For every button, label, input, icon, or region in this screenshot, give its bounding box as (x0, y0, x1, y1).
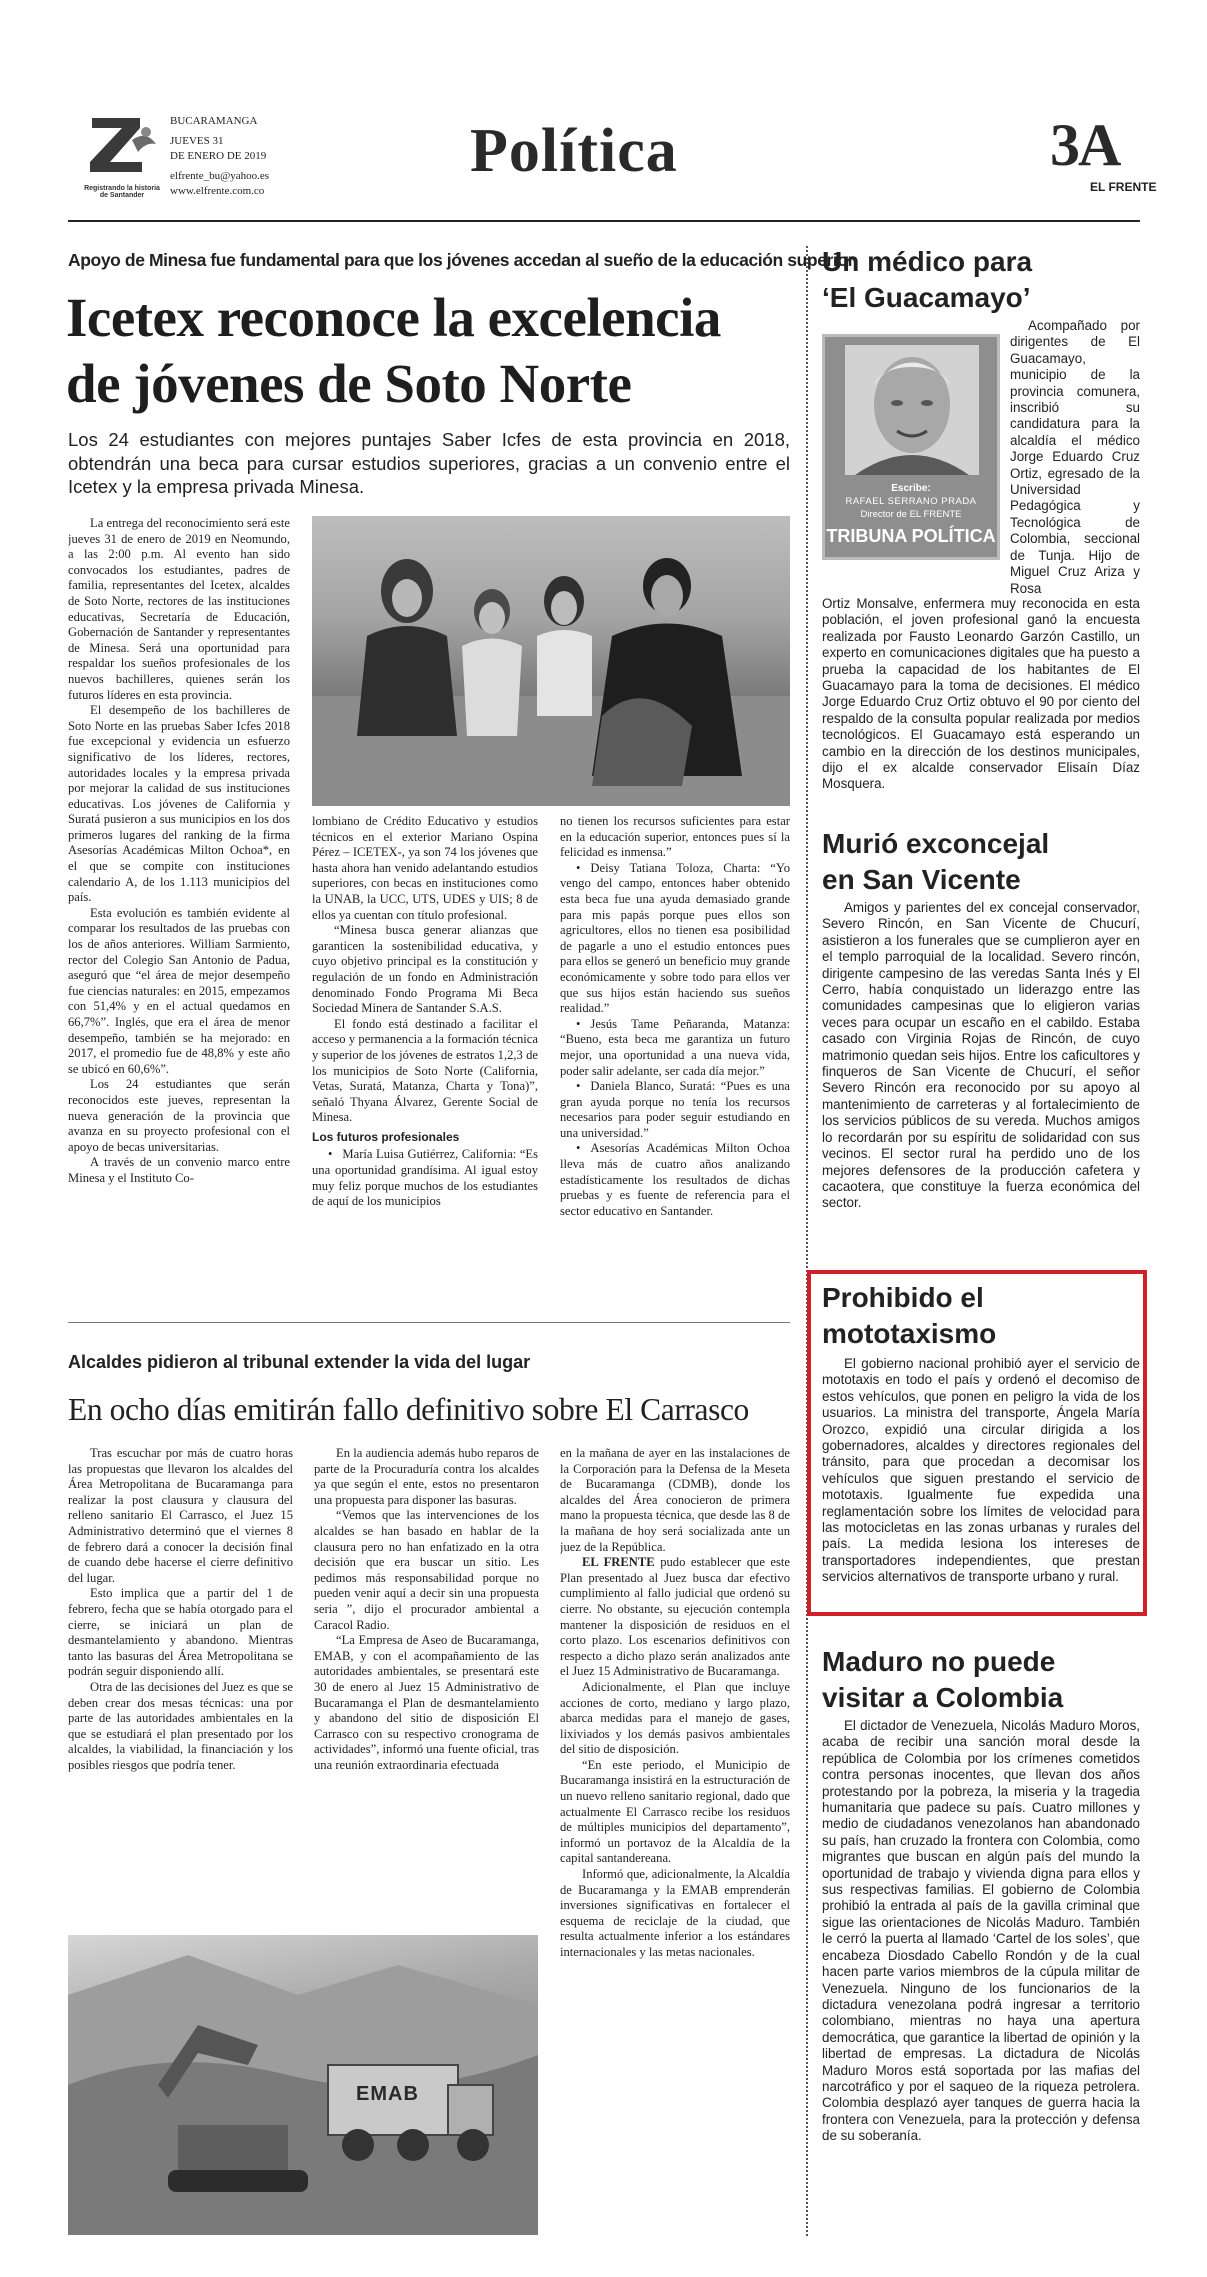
lead-column-1 (68, 516, 290, 1296)
second-paragraph: Adicionalmente, el Plan que incluye acciones de corto, mediano y largo plazo, abarca medidas para el manejo de gases, lixiviados y los demás pasivos ambientales del sitio de disposición. (560, 1679, 790, 1757)
story-divider (68, 1322, 790, 1323)
second-paragraph: “En este periodo, el Municipio de Bucaramanga insistirá en la estructuración de un nuevo relleno sanitario regional, dado que actualmente El Carrasco recibe los residuos de múltiples municipios del departamento”, informó un portavoz de la Alcaldía de la capital santandereana. (560, 1757, 790, 1866)
landfill-photo (68, 1935, 538, 2235)
quote-bullet: • Daniela Blanco, Suratá: “Pues es una gran ayuda porque no tenía los recursos necesarios para poder seguir estudiando en una universidad.” (560, 1079, 790, 1141)
lead-paragraph: “Minesa busca generar alianzas que garanticen la sostenibilidad educativa, y cuyo objetivo principal es la constitución y regulación de un fondo en Administración denominado Fondo Programa Mi Beca Sociedad Minera de Santander S.A.S. (312, 923, 538, 1016)
logo-emblem-icon (82, 110, 162, 182)
item2-title-line-1: Murió exconcejal (822, 828, 1050, 859)
lead-subhead: Los futuros profesionales (312, 1129, 460, 1144)
sidebar-column-title-line-1: Un médico para (822, 246, 1033, 277)
author-role: Director de EL FRENTE (860, 509, 962, 520)
second-column-3 (560, 1446, 790, 2246)
author-portrait-illustration (845, 345, 979, 475)
truck-label: EMAB (356, 2083, 419, 2105)
lead-headline-line-1: Icetex reconoce la excelencia (66, 287, 721, 348)
writes-label: Escribe: (891, 483, 931, 494)
author-name: RAFAEL SERRANO PRADA (845, 496, 977, 507)
sidebar-column-title (822, 244, 1140, 316)
lead-paragraph: La entrega del reconocimiento será este jueves 31 de enero de 2019 en Neomundo, a las 2:00 p.m. Al evento han sido convocados los estudiantes, padres de familia, representantes del Icetex, alcaldes de Soto Norte, rectores de las instituciones educativas, Secretaría de Educación, Gobernación de Santander y representantes de Minesa. Será una oportunidad para respaldar los sueños profesionales de los nuevos bachilleres, quienes serán los futuros líderes en esta provincia. (68, 516, 290, 702)
second-paragraph-text: pudo establecer que este Plan presentado al Juez busca dar efectivo cumplimiento al fallo judicial que ordenó su cierre. No obstante, su ejecución contempla mantener la disposición de residuos en el corto plazo. Los escenarios definitivos con respecto a dicho plazo serán analizados ante el Juez 15 Administrativo de Bucaramanga. (560, 1555, 790, 1679)
item4-title-line-1: Maduro no puede (822, 1646, 1056, 1677)
item4-title-line-2: visitar a Colombia (822, 1682, 1064, 1713)
lead-column-3 (560, 814, 790, 1296)
page-number: 3A (1050, 112, 1120, 178)
landfill-photo-illustration (68, 1935, 538, 2235)
column-text-wrap: Acompañado por dirigentes de El Guacamayo, municipio de la provincia comunera, inscribió su candidatura para la alcaldía el médico Jorge Eduardo Cruz Ortiz, egresado de la Universidad Pedagógica y Tecnológica de Colombia, seccional de Tunja. Hijo de Miguel Cruz Ariza y Rosa (1010, 318, 1140, 596)
quote-bullet: • Asesorías Académicas Milton Ochoa lleva más de cuatro años analizando estadísticamente los resultados de dichas pruebas y es fuente de referencia para el sector educativo en Santander. (560, 1141, 790, 1219)
author-box (822, 334, 1000, 560)
masthead-rule (68, 220, 1140, 222)
lead-paragraph: El desempeño de los bachilleres de Soto Norte en las pruebas Saber Icfes 2018 fue excepcional y evidencia un esfuerzo significativo de los líderes, rectores, autoridades locales y la empresa privada por mejorar la calidad de sus instituciones educativas. Los jóvenes de California y Suratá pusieron a sus municipios en los dos primeros lugares del ranking de la firma Asesorías Académicas Milton Ochoa*, en el que se compite con instituciones calendario A, de los 1.113 municipios del país. (68, 703, 290, 905)
lead-paragraph: Los 24 estudiantes que serán reconocidos este jueves, representan la nueva generación de la provincia que avanza en su proyecto profesional con el apoyo de becas universitarias. (68, 1077, 290, 1154)
column-divider (806, 246, 808, 2236)
students-photo-illustration (312, 516, 790, 806)
second-kicker: Alcaldes pidieron al tribunal extender la vida del lugar (68, 1352, 531, 1372)
dateline-block (170, 114, 269, 199)
newspaper-logo (82, 110, 162, 202)
item4-text: El dictador de Venezuela, Nicolás Maduro Moros, acaba de recibir una sanción moral desde la república de Colombia por los crímenes cometidos contra personas inocentes, que llevan dos años protestando por la pobreza, la miseria y la tragedia humanitaria que padece su país. Cuatro millones y medio de ciudadanos venezolanos han abandonado su país, han cruzado la frontera con Colombia, como migrantes que buscan en algún país del mundo la oportunidad de trabajo y vivienda digna para ellos y sus respectivas familias. El gobierno de Colombia prohibió la entrada al país de la gavilla criminal que sigue las orientaciones de Nicolás Maduro. También le cerró la puerta al llamado ‘Cartel de los soles’, que encabeza Diosdado Cabello Rondón y de la cual hacen parte varios miembros de la cúpula militar de Venezuela. Ninguno de los funcionarios de la dictadura venezolana podrá ingresar a territorio colombiano, mientras no haya una apertura democrática, que garantice la libertad de opinión y la libertad de empresas. La dictadura de Nicolás Maduro Moros está soportada por las mafias del narcotráfico y por el saqueo de la riqueza petrolera. Colombia desplazó ayer tanques de guerra hacia la frontera con Venezuela, para la protección y defensa de su soberanía. (822, 1718, 1140, 2144)
lead-headline-line-2: de jóvenes de Soto Norte (66, 353, 632, 414)
item3-text: El gobierno nacional prohibió ayer el servicio de mototaxis en todo el país y ordenó el decomiso de estos vehículos, que ponen en peligro la vida de los usuarios. La ministra del transporte, Ángela María Orozco, expidió una circular dirigida a los gobernadores, alcaldes y directores regionales del tránsito, para que procedan a decomisar los vehículos que siguen prestando el servicio de mototaxis. Igualmente fue expedida una reglamentación sobre los límites de velocidad para las motocicletas en las zonas urbanas y rurales del país. La medida lesiona los intereses de transportadores independientes, que prestan servicios alternativos de transporte urbano y rural. (822, 1356, 1140, 1585)
column-name: TRIBUNA POLÍTICA (826, 526, 996, 546)
lead-kicker: Apoyo de Minesa fue fundamental para que los jóvenes accedan al sueño de la educación superior (68, 250, 855, 270)
second-paragraph: Informó que, adicionalmente, la Alcaldía de Bucaramanga y la EMAB emprenderán inversiones significativas en fortalecer el esquema de reciclaje de la ciudad, que resulta actualmente inferior a los estándares internacionales y las metas nacionales. (560, 1867, 790, 1959)
author-photo (845, 345, 979, 475)
second-headline: En ocho días emitirán fallo definitivo sobre El Carrasco (68, 1392, 749, 1427)
second-paragraph: en la mañana de ayer en las instalaciones de la Corporación para la Defensa de la Meseta de Bucaramanga (CDMB), donde los alcaldes del Área conocieron de primera mano la propuesta técnica, que desde las 8 de la mañana de hoy será socializada ante un juez de la República. (560, 1446, 790, 1554)
lead-column-2 (312, 814, 538, 1296)
quote-bullet: • Jesús Tame Peñaranda, Matanza: “Bueno, esta beca me garantiza un futuro mejor, una oportunidad a una nueva vida, poder salir adelante, ser cada día mejor.” (560, 1017, 790, 1079)
lead-paragraph: A través de un convenio marco entre Minesa y el Instituto Co- (68, 1155, 290, 1185)
lead-paragraph: lombiano de Crédito Educativo y estudios técnicos en el exterior Mariano Ospina Pérez – ICETEX-, ya son 74 los jóvenes que hasta ahora han venido adelantando estudios superiores, con becas en instituciones como la UNAB, la UCC, UTS, UDES y UIS; 8 de ellos ya cuentan con título profesional. (312, 814, 538, 922)
sidebar-column-title-line-2: ‘El Guacamayo’ (822, 282, 1031, 313)
date-day: JUEVES 31 (170, 135, 224, 147)
item2-title-line-2: en San Vicente (822, 864, 1021, 895)
quote-bullet: • Deisy Tatiana Toloza, Charta: “Yo vengo del campo, entonces haber obtenido esta beca fue una ayuda demasiado grande para mis papás porque pues ellos son agricultores, ellos no tienen esa posibilidad de pagarle a uno el estudio entonces pues para ellos se generó un beneficio muy grande económicamente y sobre todo para ellos ver que sus hijos están haciendo sus sueños realidad.” (560, 861, 790, 1017)
section-title: Política (470, 117, 678, 185)
second-paragraph: “Vemos que las intervenciones de los alcaldes se han basado en hablar de la clausura pero no han enfatizado en la otra decisión que era buscar un sitio. Les pedimos más responsabilidad porque no pueden venir aquí a decir sin una propuesta seria ”, dijo el procurador ambiental a Caracol Radio. (314, 1508, 539, 1632)
logo-tagline-1: Registrando la historia (84, 185, 160, 192)
second-paragraph: Tras escuchar por más de cuatro horas las propuestas que llevaron los alcaldes del Área Metropolitana de Bucaramanga para realizar la post clausura y clausura del relleno sanitario El Carrasco, el Juez 15 Administrativo determinó que el viernes 8 de febrero dará a conocer la decisión final de cuando debe hacerse el cierre definitivo del lugar. (68, 1446, 293, 1585)
second-paragraph: Esto implica que a partir del 1 de febrero, fecha que se había otorgado para el cierre, se iniciará un plan de desmantelamiento y abandono. Mientras tanto las basuras del Área Metropolitana se podrán seguir disponiendo allí. (68, 1586, 293, 1679)
date-month-year: DE ENERO DE 2019 (170, 150, 267, 162)
second-column-2 (314, 1446, 539, 1924)
item4-title (822, 1644, 1140, 1716)
paper-name-lead: EL FRENTE (582, 1555, 655, 1570)
item3-title (822, 1280, 1140, 1352)
second-paragraph: “La Empresa de Aseo de Bucaramanga, EMAB, y con el acompañamiento de las autoridades ambientales, se presentará este 30 de enero al Juez 15 Administrativo de Bucaramanga el Plan de desmantelamiento y abandono del sitio de disposición El Carrasco con su respectivo cronograma de actividades”, informó una fuente oficial, tras una reunión extraordinaria efectuada (314, 1633, 539, 1772)
lead-deck: Los 24 estudiantes con mejores puntajes Saber Icfes de esta provincia en 2018, obtendrán una beca para cursar estudios superiores, gracias a un convenio entre el Icetex y la empresa privada Minesa. (68, 429, 790, 497)
item3-title-line-2: mototaxismo (822, 1318, 997, 1349)
masthead (0, 0, 1207, 225)
contact-email: elfrente_bu@yahoo.es (170, 170, 270, 182)
column-text: Ortiz Monsalve, enfermera muy reconocida en esta población, el joven profesional ganó la encuesta realizada por Fausto Leonardo Garzón Castillo, un experto en comunicaciones digitales que ha puesto a prueba la capacidad de los habitantes de El Guacamayo para la toma de decisiones. El médico Jorge Eduardo Cruz Ortiz obtuvo el 90 por ciento del respaldo de la consulta popular realizada por medios tecnológicos. El Guacamayo está esperando un cambio en la dirección de los destinos municipales, dijo el ex alcalde conservador Elisaín Díaz Mosquera. (822, 596, 1140, 792)
logo-tagline-2: de Santander (99, 192, 145, 199)
lead-paragraph: El fondo está destinado a facilitar el acceso y permanencia a la formación técnica y superior de los jóvenes de estratos 1,2,3 de los municipios de Soto Norte (California, Vetas, Suratá, Matanza, Charta y Tona)”, señaló Thyana Álvarez, Gerente Social de Minesa. (312, 1016, 538, 1125)
item2-text: Amigos y parientes del ex concejal conservador, Severo Rincón, en San Vicente de Chucurí, asistieron a los funerales que se cumplieron ayer en el templo parroquial de la localidad. Severo rincón, dirigente campesino de las veredas Santa Inés y El Cerro, había conquistado un liderazgo entre las comunidades campesinas que lo eligieron varias veces para ocupar un escaño en el cabildo. Estaba casado con Virginia Rojas de Rincón, de cuyo matrimonio quedan seis hijos. Entre los caficultores y finqueros de San Vicente de Chucurí, el señor Severo Rincón era reconocido por su apoyo al mantenimiento de carreteras y al fortalecimiento de los servicios públicos de su vereda. Muchos amigos lo recordarán por su espíritu de solidaridad con sus vecinos. El sector rural ha perdido uno de los mejores defensores de la producción cafetera y cacaotera, que constituye la fuerza económica del sector. (822, 900, 1140, 1211)
second-paragraph: En la audiencia además hubo reparos de parte de la Procuraduría contra los alcaldes ya que según el ente, estos no presentaron una propuesta para disponer las basuras. (314, 1446, 539, 1507)
city: BUCARAMANGA (170, 115, 258, 127)
item2-title (822, 826, 1140, 898)
contact-website: www.elfrente.com.co (170, 185, 265, 197)
second-paragraph: Otra de las decisiones del Juez es que se deben crear dos mesas técnicas: una por parte de las autoridades ambientales en la que se estudiará el plan presentado por los alcaldes, la viabilidad, la financiación y los posibles riesgos que podría tener. (68, 1679, 293, 1772)
second-paragraph (560, 1555, 790, 1680)
lead-paragraph: no tienen los recursos suficientes para estar en la educación superior, entonces pues sí la felicidad es inmensa.” (560, 814, 790, 860)
lead-paragraph: Esta evolución es también evidente al comparar los resultados de las pruebas con los de años anteriores. William Sarmiento, rector del Colegio San Antonio de Padua, aseguró que “el área de mejor desempeño fue ciencias naturales: en 2015, empezamos con 51,4% y en el actual quedamos en 66,7%”. Inglés, que era el área de menor desempeño, también se ha mejorado: en 2017, el promedio fue de 48,8% y este año se ubicó en 60,6%”. (68, 905, 290, 1076)
lead-headline (66, 285, 806, 417)
item3-title-line-1: Prohibido el (822, 1282, 984, 1313)
second-column-1 (68, 1446, 293, 1924)
quote-bullet: • María Luisa Gutiérrez, California: “Es una oportunidad grandísima. Al igual estoy muy feliz porque muchos de los estudiantes de aquí de los municipios (312, 1147, 538, 1209)
paper-name: EL FRENTE (1090, 180, 1157, 194)
students-photo (312, 516, 790, 806)
